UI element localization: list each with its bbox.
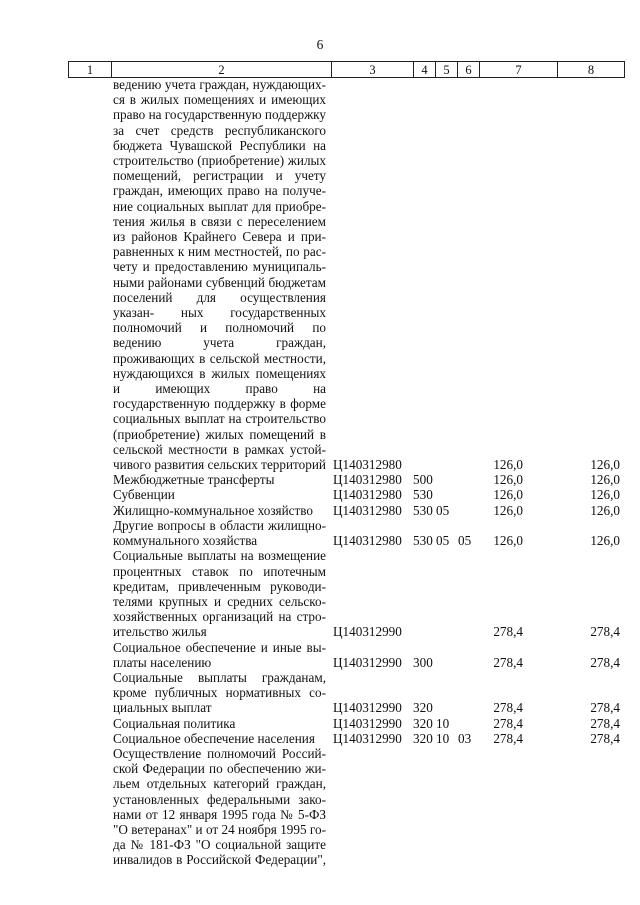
row-col4: 320 [413, 715, 433, 731]
row-sum-col8: 278,4 [590, 715, 620, 731]
row-code: Ц140312980 [333, 457, 402, 473]
page-number: 6 [316, 37, 324, 52]
row-name: Социальная политика [113, 715, 236, 731]
row-name: Социальное обеспечение населения [113, 730, 315, 746]
row-code: Ц140312990 [333, 700, 402, 716]
table-row [68, 716, 624, 731]
column-header-row [68, 61, 625, 78]
row-name: Другие вопросы в области жилищно- коммунального хозяйства [113, 517, 326, 549]
column-header-2: 2 [112, 62, 332, 78]
row-sum-col7: 126,0 [493, 533, 523, 549]
column-header-7: 7 [480, 62, 558, 78]
row-code: Ц140312980 [333, 472, 402, 488]
row-col5: 10 [436, 715, 450, 731]
row-code: Ц140312980 [333, 502, 402, 518]
row-code: Ц140312990 [333, 624, 402, 640]
row-sum-col8: 126,0 [590, 502, 620, 518]
row-sum-col7: 278,4 [493, 730, 523, 746]
row-sum-col8: 278,4 [590, 654, 620, 670]
row-name: Межбюджетные трансферты [113, 472, 275, 488]
row-sum-col7: 278,4 [493, 624, 523, 640]
row-sum-col8: 126,0 [590, 487, 620, 503]
table-row [68, 731, 624, 746]
row-col4: 320 [413, 730, 433, 746]
row-name: Жилищно-коммунальное хозяйство [113, 502, 314, 518]
row-col5: 05 [436, 533, 450, 549]
row-name: Субвенции [113, 487, 175, 503]
row-sum-col8: 278,4 [590, 730, 620, 746]
row-col6: 05 [458, 533, 472, 549]
column-header-5: 5 [436, 62, 458, 78]
row-name: Социальные выплаты гражданам, кроме публичных нормативных со- циальных выплат [113, 669, 326, 716]
row-sum-col8: 126,0 [590, 533, 620, 549]
table-row [68, 472, 624, 487]
row-col5: 05 [436, 502, 450, 518]
row-code: Ц140312990 [333, 730, 402, 746]
row-code: Ц140312990 [333, 654, 402, 670]
row-col4: 500 [413, 472, 433, 488]
row-name: Осуществление полномочий Россий- ской Федерации по обеспечению жи- льем отдельных категорий граждан, установленных федеральными зако- нами от 12 января 1995 года № 5-ФЗ "О ветеранах" и от 24 ноября 1995 го- да № 181-ФЗ "О социальной защите инвалидов в Российской Федерации", [113, 745, 326, 868]
row-code: Ц140312980 [333, 533, 402, 549]
row-code: Ц140312980 [333, 487, 402, 503]
row-sum-col8: 126,0 [590, 472, 620, 488]
row-name: Социальные выплаты на возмещение процентных ставок по ипотечным кредитам, привлеченным руководи- телями крупных и средних сельско- хозяйственных организаций на стро- ительство жилья [113, 548, 326, 640]
row-col6: 03 [458, 730, 472, 746]
row-col4: 530 [413, 487, 433, 503]
row-name: ведению учета граждан, нуждающих- ся в жилых помещениях и имеющих право на государственную поддержку за счет средств республиканского бюджета Чувашской Республики на строительство (приобретение) жилых помещений, регистрации и учету граждан, имеющих право на получе- ние социальных выплат для приобре- тения жилья в связи с переселением из районов Крайнего Севера и при- равненных к ним местностей, по рас- чету и предоставлению муниципаль- ными районами субвенций бюджетам поселений для осуществления указан- ных государственных полномочий и полномочий по ведению учета граждан, проживающих в сельской местности, нуждающихся в жилых помещениях и имеющих право на государственную поддержку в форме социальных выплат на строительство (приобретение) жилых помещений в сельской местности в рамках устой- чивого развития сельских территорий [113, 77, 326, 473]
row-col5: 10 [436, 730, 450, 746]
row-sum-col8: 126,0 [590, 457, 620, 473]
row-col4: 530 [413, 533, 433, 549]
row-col4: 300 [413, 654, 433, 670]
row-sum-col7: 278,4 [493, 654, 523, 670]
row-col4: 320 [413, 700, 433, 716]
row-sum-col7: 278,4 [493, 700, 523, 716]
row-sum-col8: 278,4 [590, 700, 620, 716]
column-header-6: 6 [458, 62, 480, 78]
row-sum-col7: 126,0 [493, 457, 523, 473]
row-sum-col7: 126,0 [493, 502, 523, 518]
row-sum-col7: 126,0 [493, 487, 523, 503]
row-sum-col7: 278,4 [493, 715, 523, 731]
table-row [68, 518, 624, 548]
table-row [68, 640, 624, 670]
row-col4: 530 [413, 502, 433, 518]
row-code: Ц140312990 [333, 715, 402, 731]
table-row [68, 548, 624, 639]
table-row [68, 487, 624, 502]
column-header-8: 8 [558, 62, 625, 78]
row-name: Социальное обеспечение и иные вы- платы населению [113, 639, 326, 670]
row-sum-col7: 126,0 [493, 472, 523, 488]
column-header-3: 3 [332, 62, 414, 78]
table-row [68, 670, 624, 716]
budget-table-body [68, 77, 624, 868]
column-header-4: 4 [414, 62, 436, 78]
table-row [68, 503, 624, 518]
table-row [68, 746, 624, 868]
row-sum-col8: 278,4 [590, 624, 620, 640]
column-header-1: 1 [69, 62, 112, 78]
table-row [68, 77, 624, 472]
